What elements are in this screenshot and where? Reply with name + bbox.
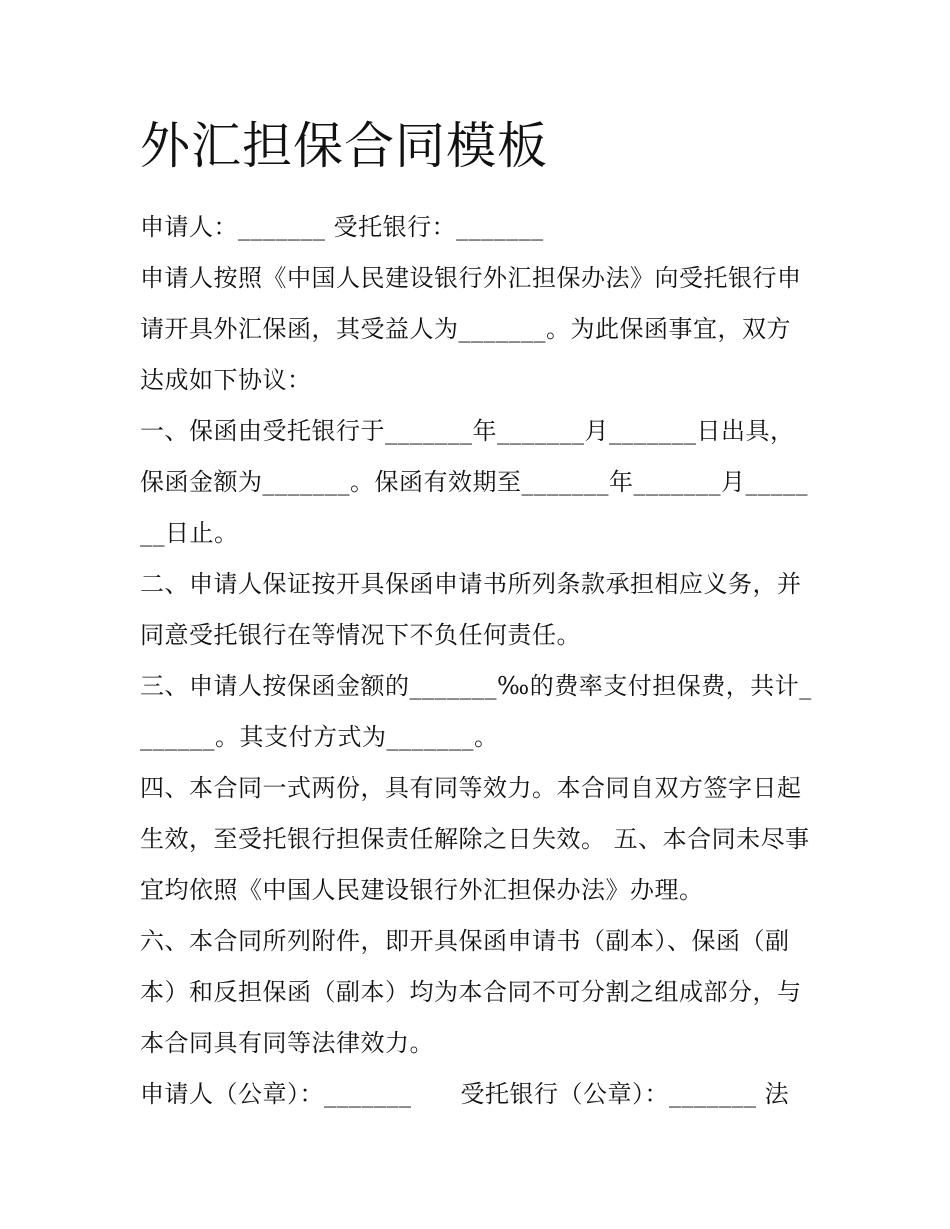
clause-six: 六、本合同所列附件，即开具保函申请书（副本）、保函（副本）和反担保函（副本）均为本合同不可分割之组成部分，与本合同具有同等法律效力。 — [140, 927, 802, 1057]
document-page — [140, 110, 812, 1120]
clause-four-five: 四、本合同一式两份，具有同等效力。本合同自双方签字日起生效，至受托银行担保责任解除之日失效。 五、本合同未尽事宜均依照《中国人民建设银行外汇担保办法》办理。 — [140, 774, 810, 904]
document-title: 外汇担保合同模板 — [140, 117, 548, 175]
preamble-paragraph: 申请人按照《中国人民建设银行外汇担保办法》向受托银行申请开具外汇保函，其受益人为_______。为此保函事宜，双方达成如下协议： — [140, 264, 802, 394]
signature-line: 申请人（公章）：_______ 受托银行（公章）：_______ 法 — [140, 1080, 790, 1108]
clause-one: 一、保函由受托银行于_______年_______月_______日出具，保函金额为_______。保函有效期至_______年_______月_______日止。 — [140, 417, 808, 547]
clause-two: 二、申请人保证按开具保函申请书所列条款承担相应义务，并同意受托银行在等情况下不负任何责任。 — [140, 570, 802, 649]
clause-three: 三、申请人按保函金额的_______‰的费率支付担保费，共计_______。其支付方式为_______。 — [140, 672, 812, 751]
parties-line: 申请人：_______ 受托银行：_______ — [140, 213, 544, 241]
